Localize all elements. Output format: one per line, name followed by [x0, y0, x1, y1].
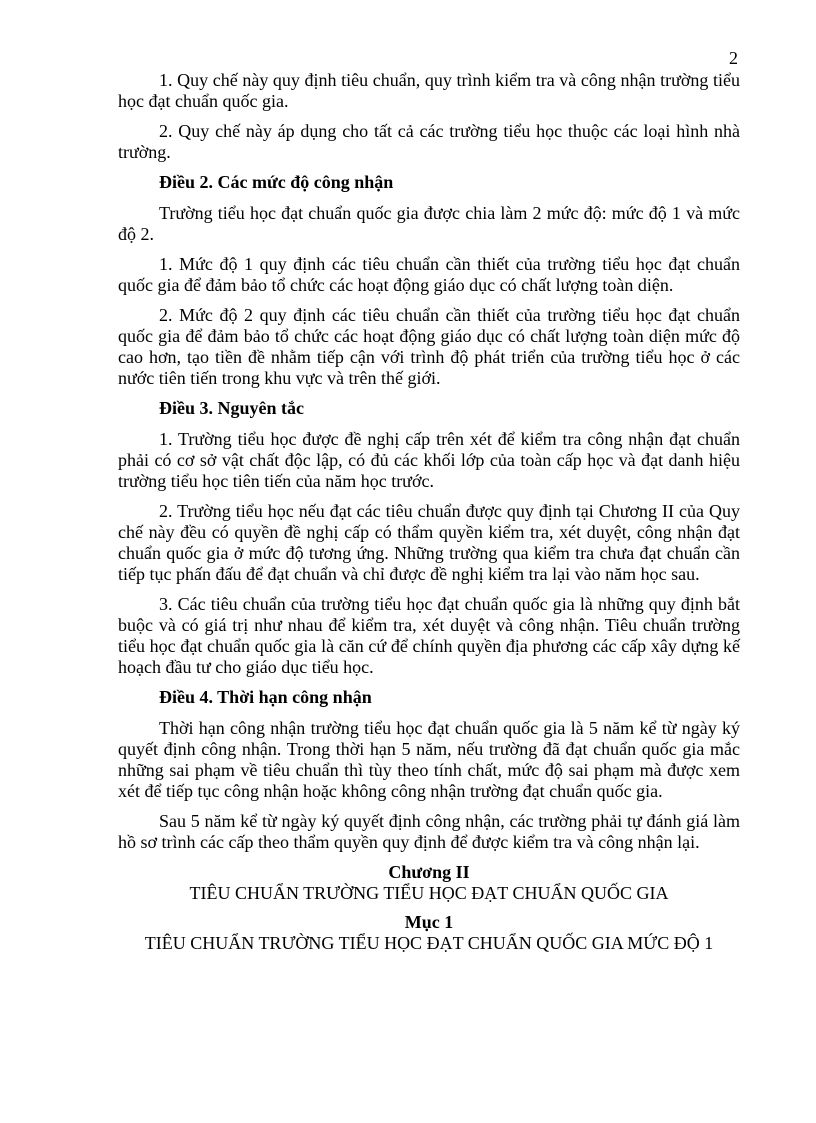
article3-heading: Điều 3. Nguyên tắc	[159, 398, 304, 418]
section-subtitle: TIÊU CHUẨN TRƯỜNG TIỂU HỌC ĐẠT CHUẨN QUỐC GIA MỨC ĐỘ 1	[144, 933, 714, 953]
article3-paragraph: 1. Trường tiểu học được đề nghị cấp trên xét để kiểm tra công nhận đạt chuẩn phải có cơ sở vật chất độc lập, có đủ các khối lớp của toàn cấp học và đạt danh hiệu trường tiểu học tiên tiến của năm học trước.	[118, 429, 740, 491]
article4-paragraph: Thời hạn công nhận trường tiểu học đạt chuẩn quốc gia là 5 năm kể từ ngày ký quyết định công nhận. Trong thời hạn 5 năm, nếu trường đã đạt chuẩn quốc gia mắc những sai phạm về tiêu chuẩn thì tùy theo tính chất, mức độ sai phạm mà được xem xét để tiếp tục công nhận hoặc không công nhận trường đạt chuẩn quốc gia.	[118, 718, 740, 801]
article1-clause-2: 2. Quy chế này áp dụng cho tất cả các trường tiểu học thuộc các loại hình nhà trường.	[118, 121, 740, 162]
article2-paragraph: Trường tiểu học đạt chuẩn quốc gia được chia làm 2 mức độ: mức độ 1 và mức độ 2.	[118, 203, 740, 244]
article2-paragraph: 2. Mức độ 2 quy định các tiêu chuẩn cần thiết của trường tiểu học đạt chuẩn quốc gia để đảm bảo tổ chức các hoạt động giáo dục có chất lượng toàn diện mức độ cao hơn, tạo tiền đề nhằm tiếp cận với trình độ phát triển của trường tiểu học ở các nước tiên tiến trong khu vực và trên thế giới.	[118, 305, 740, 388]
article2-paragraph: 1. Mức độ 1 quy định các tiêu chuẩn cần thiết của trường tiểu học đạt chuẩn quốc gia để đảm bảo tổ chức các hoạt động giáo dục có chất lượng toàn diện.	[118, 254, 740, 295]
article4-heading: Điều 4. Thời hạn công nhận	[159, 687, 372, 707]
article2-heading: Điều 2. Các mức độ công nhận	[159, 172, 394, 192]
article3-paragraph: 2. Trường tiểu học nếu đạt các tiêu chuẩn được quy định tại Chương II của Quy chế này đều có quyền đề nghị cấp có thẩm quyền kiểm tra, xét duyệt, công nhận đạt chuẩn quốc gia ở mức độ tương ứng. Những trường qua kiểm tra chưa đạt chuẩn cần tiếp tục phấn đấu để đạt chuẩn và chỉ được đề nghị kiểm tra lại vào năm học sau.	[118, 501, 740, 584]
document-body	[118, 70, 740, 954]
article3-paragraph: 3. Các tiêu chuẩn của trường tiểu học đạt chuẩn quốc gia là những quy định bắt buộc và có giá trị như nhau để kiểm tra, xét duyệt và công nhận. Tiêu chuẩn trường tiểu học đạt chuẩn quốc gia là căn cứ để chính quyền địa phương các cấp xây dựng kế hoạch đầu tư cho giáo dục tiểu học.	[118, 594, 740, 677]
article4-paragraph: Sau 5 năm kể từ ngày ký quyết định công nhận, các trường phải tự đánh giá làm hồ sơ trình các cấp theo thẩm quyền quy định để được kiểm tra và công nhận lại.	[118, 811, 740, 852]
chapter-title: Chương II	[388, 862, 470, 882]
page-number: 2	[729, 48, 738, 68]
section-title: Mục 1	[404, 912, 454, 932]
chapter-block	[118, 862, 740, 954]
chapter-subtitle: TIÊU CHUẨN TRƯỜNG TIỂU HỌC ĐẠT CHUẨN QUỐC GIA	[189, 883, 669, 903]
article1-clause-1: 1. Quy chế này quy định tiêu chuẩn, quy trình kiểm tra và công nhận trường tiểu học đạt chuẩn quốc gia.	[118, 70, 740, 111]
